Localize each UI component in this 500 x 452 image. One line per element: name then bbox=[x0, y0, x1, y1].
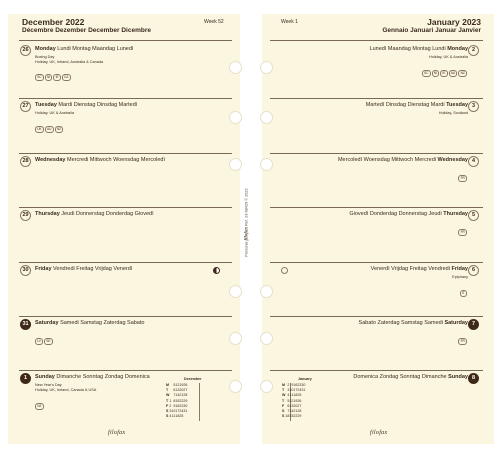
country-codes: NZ bbox=[35, 394, 45, 412]
date-circle: 1 bbox=[20, 373, 31, 384]
filofax-logo: filofax bbox=[108, 430, 126, 436]
day-divider bbox=[270, 98, 483, 99]
date-circle: 26 bbox=[20, 45, 31, 56]
day-names: Sunday Dimanche Sonntag Zondag Domenica bbox=[35, 374, 150, 380]
country-codes: UK AU NZ bbox=[35, 117, 64, 135]
day-names: Tuesday Mardi Dienstag Dinsdag Martedì bbox=[35, 102, 138, 108]
ring-hole bbox=[260, 111, 273, 124]
day-names: Giovedì Donderdag Donnerstag Jeudi Thursday bbox=[349, 211, 468, 217]
date-circle: 29 bbox=[20, 210, 31, 221]
date-circle: 3 bbox=[468, 101, 479, 112]
ring-hole bbox=[260, 332, 273, 345]
day-divider bbox=[270, 370, 483, 371]
day-names: Wednesday Mercredi Mittwoch Woensdag Mercoledì bbox=[35, 157, 166, 163]
ring-hole bbox=[229, 332, 242, 345]
country-codes: FR bbox=[458, 220, 468, 238]
day-names: Lunedì Maandag Montag Lundi Monday bbox=[369, 46, 468, 52]
holiday-note: Holiday, UK & Australia bbox=[429, 55, 468, 59]
country-codes: FR bbox=[458, 329, 468, 347]
mini-calendar-grid: M 5 12 19 26 T 6 13 20 27 W 7 14 21 28 T 1 8 15 22 29 F 2 9 16 23 30 S 3 10 17 24 31 S 4 11 18 25 bbox=[166, 383, 188, 419]
day-names: Saturday Samedi Samstag Zaterdag Sabato bbox=[35, 320, 145, 326]
date-circle: 5 bbox=[468, 210, 479, 221]
ring-hole bbox=[260, 61, 273, 74]
holiday-note: Boxing Day Holiday, UK, Ireland, Australia & Canada bbox=[35, 55, 104, 64]
country-codes: FR bbox=[458, 166, 468, 184]
left-month-subtitle: Décembre Dezember December Dicembre bbox=[22, 27, 151, 34]
date-circle: 7 bbox=[468, 319, 479, 330]
day-names: Sabato Zaterdag Samstag Samedi Saturday bbox=[358, 320, 468, 326]
country-codes: SC NI IE CA bbox=[35, 65, 72, 83]
day-names: Mercoledì Woensdag Mittwoch Mercredi Wednesday bbox=[337, 157, 468, 163]
right-page: Week 1 January 2023 Gennaio Januari Januar Janvier 2 Lunedì Maandag Montag Lundi Monday Holiday, UK & Australia SC NI IE AU NZ 3 Martedì Dinsdag Dienstag Mardi Tuesday Holiday, Scotland 4 Mercoledì Woensdag Mittwoch Mercredi Wednesday FR 5 Giovedì Donderdag Donnerstag Jeudi Thursday FR 6 Venerdì Vrijdag Freitag Vendredi Friday Epiphany IT 7 Sabato Zaterdag Samstag Samedi Saturday FR 8 Domenica Zondag Sonntag Dimanche Sunday January M 2 9 16 23 30 T 3 10 17 24 31 W 4 11 18 25 T 5 12 19 26 F 6 13 20 27 S 7 14 21 28 S 1 8 15 22 29 filofax bbox=[262, 14, 494, 444]
holiday-note: New Year's Day Holiday, UK, Ireland, Canada & USA bbox=[35, 383, 97, 392]
filofax-logo: filofax bbox=[370, 430, 388, 436]
spine-imprint: Personal filofax Ref. 23-68429 © 2022 bbox=[244, 188, 250, 257]
right-month-subtitle: Gennaio Januari Januar Janvier bbox=[382, 27, 481, 34]
left-header-rule bbox=[19, 40, 232, 41]
day-divider bbox=[270, 316, 483, 317]
day-names: Monday Lundi Montag Maandag Lunedì bbox=[35, 46, 134, 52]
day-divider bbox=[19, 153, 232, 154]
holiday-note: Holiday, Scotland bbox=[438, 111, 468, 115]
right-month-title: January 2023 bbox=[427, 17, 481, 27]
day-names: Domenica Zondag Sonntag Dimanche Sunday bbox=[353, 374, 468, 380]
mini-calendar-grid: M 2 9 16 23 30 T 3 10 17 24 31 W 4 11 18 25 T 5 12 19 26 F 6 13 20 27 S 7 14 21 28 S 1 8 15 22 29 bbox=[282, 383, 306, 419]
ring-hole bbox=[229, 285, 242, 298]
ring-hole bbox=[260, 285, 273, 298]
day-divider bbox=[270, 153, 483, 154]
day-divider bbox=[270, 262, 483, 263]
date-circle: 27 bbox=[20, 101, 31, 112]
day-names: Martedì Dinsdag Dienstag Mardi Tuesday bbox=[365, 102, 468, 108]
day-divider bbox=[19, 262, 232, 263]
country-codes: LV SE bbox=[35, 329, 54, 347]
day-divider bbox=[19, 207, 232, 208]
date-circle: 6 bbox=[468, 265, 479, 276]
right-header-rule bbox=[270, 40, 483, 41]
ring-hole bbox=[229, 380, 242, 393]
ring-hole bbox=[229, 111, 242, 124]
left-month-title: December 2022 bbox=[22, 17, 85, 27]
date-circle: 8 bbox=[468, 373, 479, 384]
day-names: Friday Vendredi Freitag Vrijdag Venerdì bbox=[35, 266, 133, 272]
day-names: Thursday Jeudi Donnerstag Donderdag Giovedì bbox=[35, 211, 154, 217]
left-page: December 2022 Décembre Dezember December Dicembre Week 52 26 Monday Lundi Montag Maandag Lunedì Boxing Day Holiday, UK, Ireland, Australia & Canada SC NI IE CA 27 Tuesday Mardi Dienstag Dinsdag Martedì Holiday, UK & Australia UK AU NZ 28 Wednesday Mercredi Mittwoch Woensdag Mercoledì 29 Thursday Jeudi Donnerstag Donderdag Giovedì 30 Friday Vendredi Freitag Vrijdag Venerdì 31 Saturday Samedi Samstag Zaterdag Sabato LV SE 1 Sunday Dimanche Sonntag Zondag Domenica New Year's Day Holiday, UK, Ireland, Canada & USA NZ December M 5 12 19 26 T 6 13 20 27 W 7 14 21 28 T 1 8 15 22 29 F 2 9 16 23 30 S 3 10 17 24 31 S 4 11 18 25 filofax bbox=[8, 14, 240, 444]
country-codes: SC NI IE AU NZ bbox=[422, 61, 468, 79]
ring-hole bbox=[260, 380, 273, 393]
day-divider bbox=[270, 207, 483, 208]
day-divider bbox=[19, 98, 232, 99]
date-circle: 28 bbox=[20, 156, 31, 167]
date-circle: 4 bbox=[468, 156, 479, 167]
filofax-logo: filofax bbox=[244, 226, 250, 241]
country-codes: IT bbox=[460, 281, 468, 299]
date-circle: 30 bbox=[20, 265, 31, 276]
day-names: Venerdì Vrijdag Freitag Vendredi Friday bbox=[370, 266, 468, 272]
ring-hole bbox=[229, 61, 242, 74]
holiday-note: Epiphany bbox=[452, 275, 468, 279]
holiday-note: Holiday, UK & Australia bbox=[35, 111, 74, 115]
right-week-label: Week 1 bbox=[281, 19, 298, 25]
ring-hole bbox=[229, 158, 242, 171]
left-week-label: Week 52 bbox=[204, 19, 224, 25]
day-divider bbox=[19, 370, 232, 371]
moon-phase-icon bbox=[281, 267, 288, 274]
ring-hole bbox=[260, 158, 273, 171]
date-circle: 2 bbox=[468, 45, 479, 56]
day-divider bbox=[19, 316, 232, 317]
date-circle: 31 bbox=[20, 319, 31, 330]
moon-phase-icon bbox=[213, 267, 220, 274]
